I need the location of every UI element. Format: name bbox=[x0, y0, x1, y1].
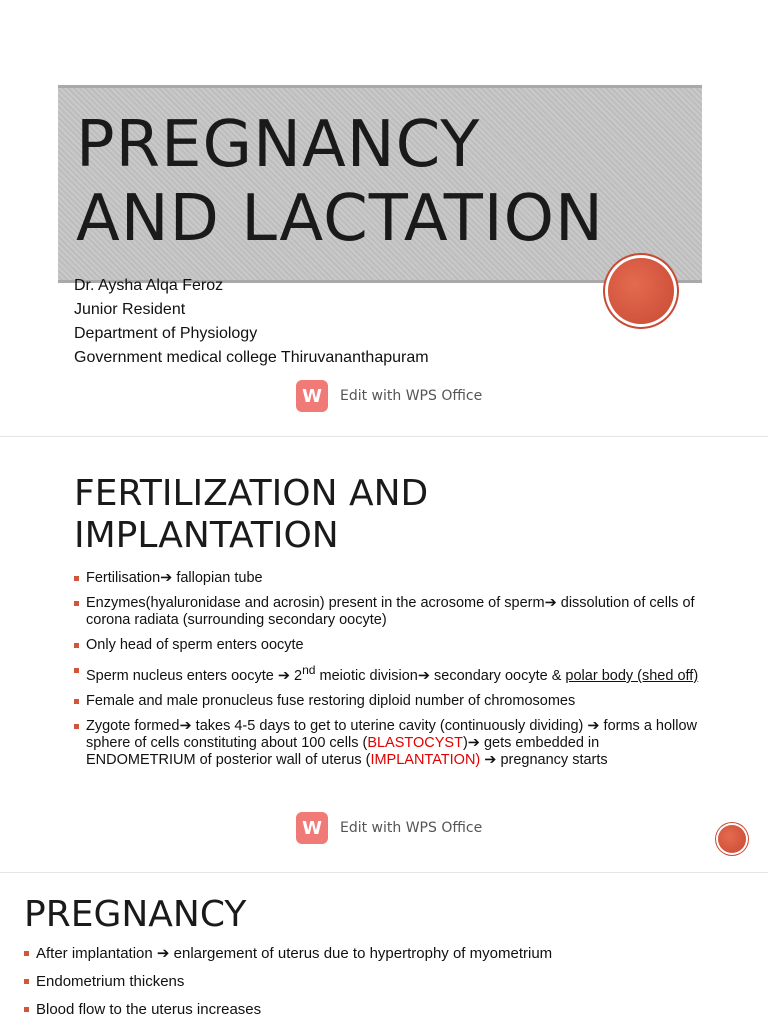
highlight-term: IMPLANTATION) bbox=[370, 751, 481, 768]
title-line-1: PREGNANCY bbox=[76, 108, 481, 182]
list-item bbox=[74, 637, 704, 654]
fertilization-heading-line-2: IMPLANTATION bbox=[74, 515, 339, 556]
title-line-2: AND LACTATION bbox=[76, 182, 604, 256]
decorative-circle bbox=[718, 825, 746, 853]
list-item bbox=[74, 662, 704, 685]
pregnancy-bullet-list bbox=[24, 945, 724, 1029]
fertilization-heading bbox=[74, 473, 428, 557]
bullet-text: Zygote formed➔ takes 4-5 days to get to uterine cavity (continuously dividing) ➔ forms a hollow sphere of cells constituting about 100 cells ( bbox=[86, 717, 698, 751]
slide-title bbox=[76, 108, 696, 256]
list-item bbox=[74, 595, 704, 629]
underlined-term: polar body (shed off) bbox=[565, 667, 699, 684]
fertilization-heading-line-1: FERTILIZATION AND bbox=[74, 473, 429, 514]
bullet-text: Sperm nucleus enters oocyte ➔ 2 bbox=[86, 667, 303, 684]
bullet-text: )➔ gets embedded in ENDOMETRIUM of posterior wall of uterus ( bbox=[86, 734, 600, 768]
author-role: Junior Resident bbox=[74, 301, 186, 318]
bullet-text: Endometrium thickens bbox=[36, 973, 185, 990]
list-item bbox=[24, 945, 724, 963]
author-institution: Government medical college Thiruvananthapuram bbox=[74, 349, 429, 366]
page-divider bbox=[0, 436, 768, 437]
bullet-text: Enzymes(hyaluronidase and acrosin) present in the acrosome of sperm➔ dissolution of cells of corona radiata (surrounding secondary oocyte) bbox=[86, 595, 695, 628]
wps-label: Edit with WPS Office bbox=[340, 820, 483, 836]
highlight-term: BLASTOCYST bbox=[367, 734, 463, 751]
list-item bbox=[74, 718, 704, 769]
wps-logo-icon: W bbox=[296, 380, 328, 412]
bullet-text: Female and male pronucleus fuse restoring diploid number of chromosomes bbox=[86, 692, 576, 709]
bullet-text: Fertilisation➔ fallopian tube bbox=[86, 570, 263, 586]
wps-label: Edit with WPS Office bbox=[340, 388, 483, 404]
wps-logo-icon: W bbox=[296, 812, 328, 844]
list-item bbox=[24, 1001, 724, 1019]
bullet-text: meiotic division➔ secondary oocyte & bbox=[315, 667, 566, 684]
edit-with-wps-button[interactable] bbox=[296, 380, 482, 412]
bullet-text: After implantation ➔ enlargement of uterus due to hypertrophy of myometrium bbox=[36, 945, 553, 962]
bullet-text: Blood flow to the uterus increases bbox=[36, 1001, 262, 1018]
superscript: nd bbox=[302, 663, 316, 677]
list-item bbox=[74, 693, 704, 710]
list-item bbox=[24, 973, 724, 991]
author-block bbox=[74, 274, 429, 370]
bullet-text: ➔ pregnancy starts bbox=[480, 751, 608, 768]
edit-with-wps-button[interactable] bbox=[296, 812, 482, 844]
author-department: Department of Physiology bbox=[74, 325, 258, 342]
bullet-text: Only head of sperm enters oocyte bbox=[86, 637, 304, 653]
author-name: Dr. Aysha Alqa Feroz bbox=[74, 277, 224, 294]
decorative-circle bbox=[608, 258, 674, 324]
page-divider bbox=[0, 872, 768, 873]
pregnancy-heading: PREGNANCY bbox=[24, 894, 247, 935]
fertilization-bullet-list bbox=[74, 570, 704, 777]
list-item bbox=[74, 570, 704, 587]
